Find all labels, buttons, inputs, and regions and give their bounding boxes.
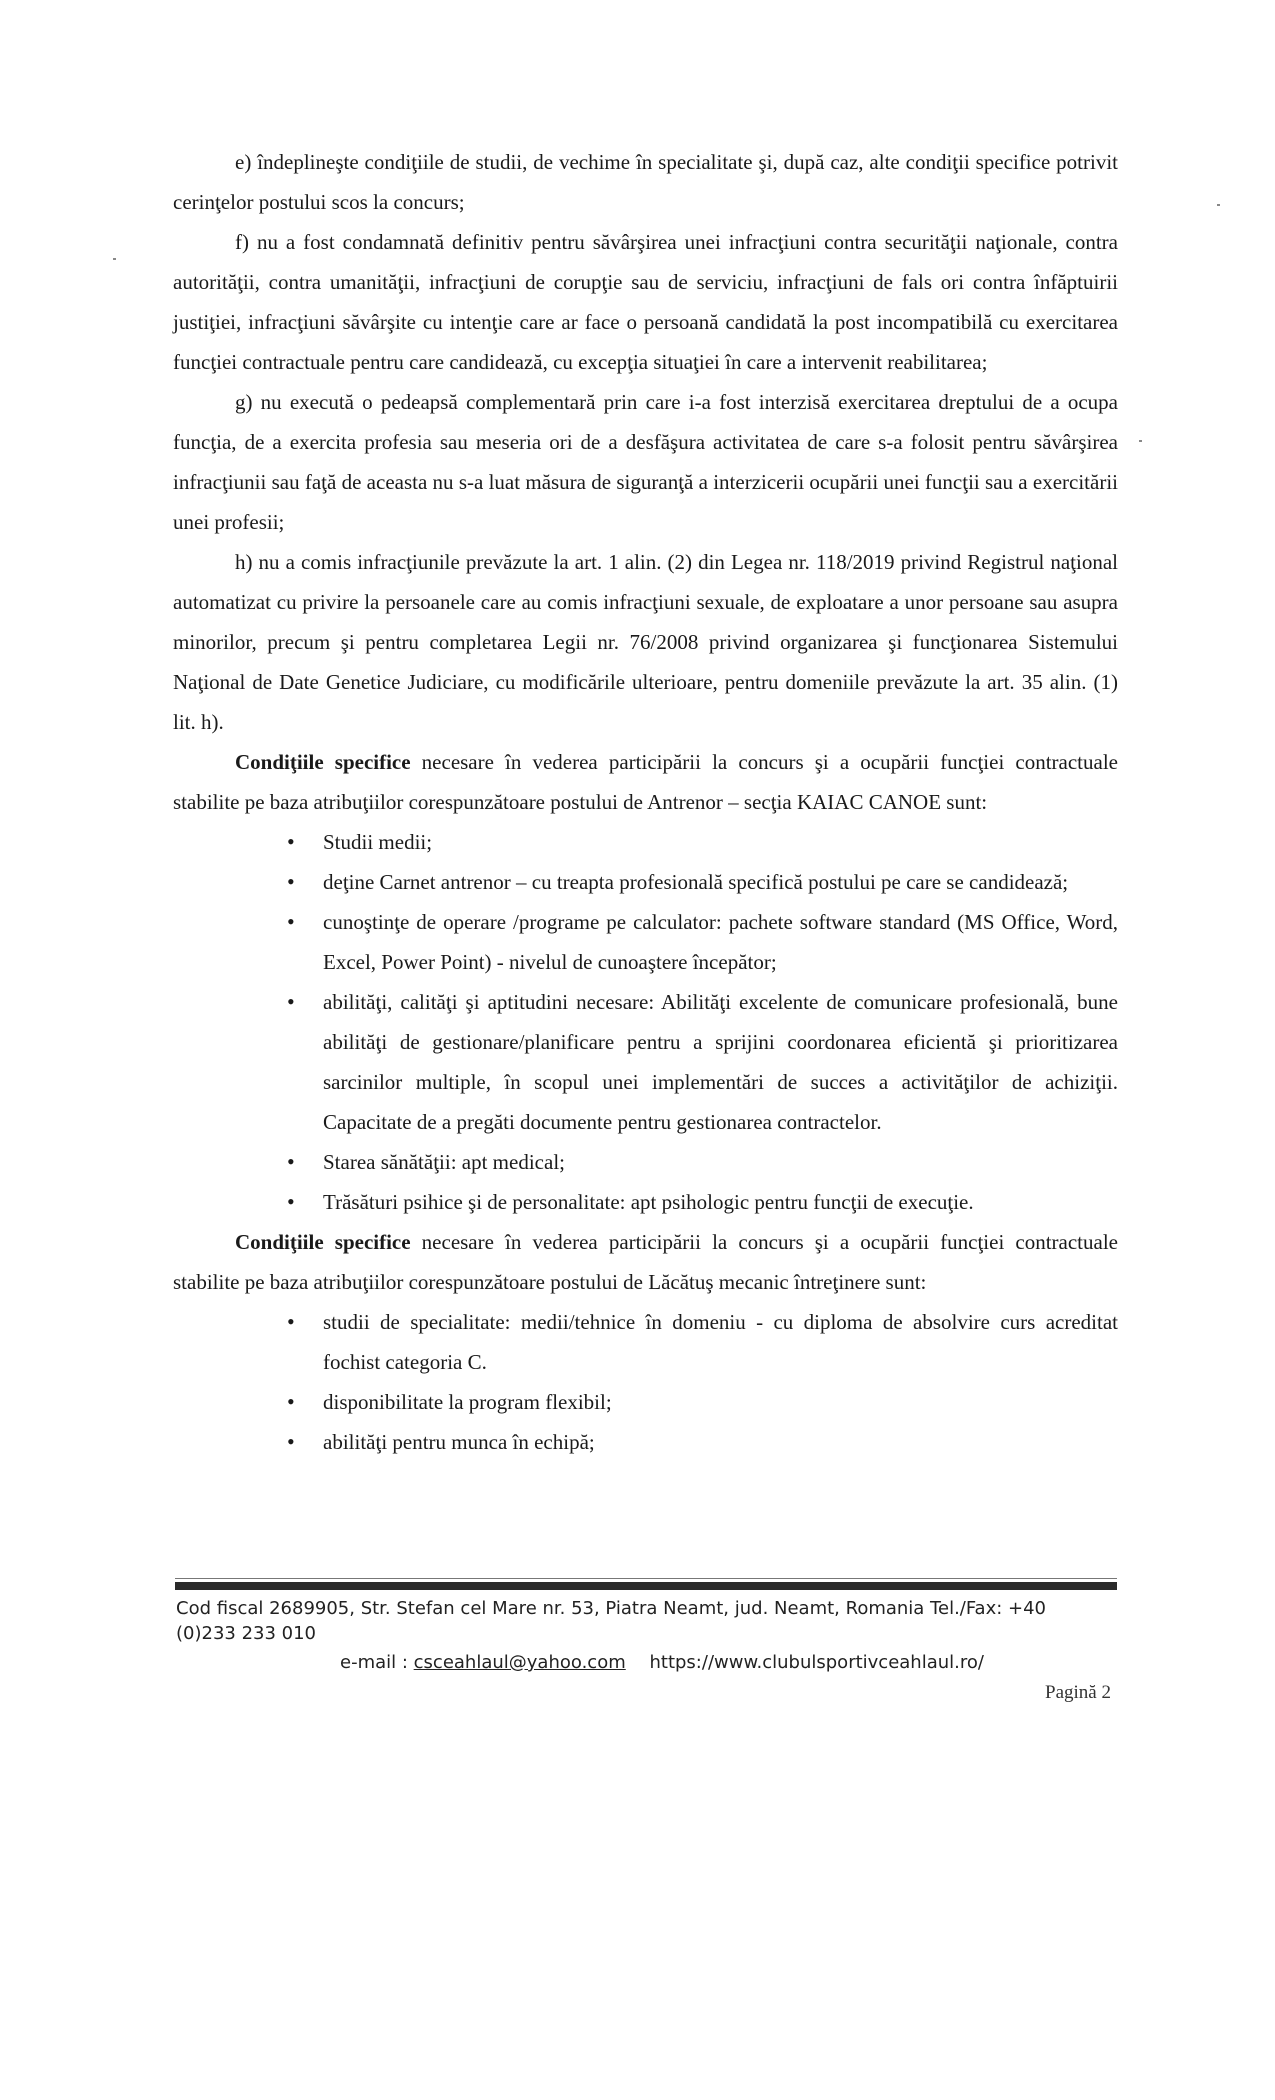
paragraph-g: g) nu execută o pedeapsă complementară prin care i-a fost interzisă exercitarea dreptului de a ocupa funcţia, de a exercita profesia sau meseria ori de a desfăşura activitatea de care s-a folosit pentru săvârşirea infracţiunii sau faţă de aceasta nu s-a luat măsura de siguranţă a interzicerii ocupării unei funcţii sau a exercitării unei profesii; <box>173 390 1118 534</box>
section-lacatus-bold-lead: Condiţiile specifice <box>235 1230 411 1254</box>
list-item: • deţine Carnet antrenor – cu treapta profesională specifică postului pe care se candidează; <box>323 862 1118 902</box>
list-item: • Starea sănătăţii: apt medical; <box>323 1142 1118 1182</box>
list-item: • Studii medii; <box>323 822 1118 862</box>
footer-address: Cod fiscal 2689905, Str. Stefan cel Mare nr. 53, Piatra Neamt, jud. Neamt, Romania Tel./Fax: +40 <box>176 1598 1047 1619</box>
footer-divider-thin <box>175 1578 1117 1579</box>
section-antrenor-intro <box>173 742 1118 822</box>
section-lacatus-list <box>173 1302 1118 1462</box>
paragraph-f: f) nu a fost condamnată definitiv pentru săvârşirea unei infracţiuni contra securităţii naţionale, contra autorităţii, contra umanităţii, infracţiuni de corupţie sau de serviciu, infracţiuni de fals ori contra înfăptuirii justiţiei, infracţiuni săvârşite cu intenţie care ar face o persoană candidată la post incompatibilă cu exercitarea funcţiei contractuale pentru care candidează, cu excepţia situaţiei în care a intervenit reabilitarea; <box>173 230 1118 374</box>
section-antrenor-bold-lead: Condiţiile specifice <box>235 750 411 774</box>
document-body <box>173 142 1118 1462</box>
email-label: e-mail : <box>340 1652 408 1673</box>
scan-speck <box>113 258 116 260</box>
website-link[interactable]: https://www.clubulsportivceahlaul.ro/ <box>649 1652 984 1673</box>
footer-phone: (0)233 233 010 <box>176 1623 317 1644</box>
section-lacatus-intro <box>173 1222 1118 1302</box>
paragraph-h: h) nu a comis infracţiunile prevăzute la art. 1 alin. (2) din Legea nr. 118/2019 privind Registrul naţional automatizat cu privire la persoanele care au comis infracţiuni sexuale, de exploatare a unor persoane sau asupra minorilor, precum şi pentru completarea Legii nr. 76/2008 privind organizarea şi funcţionarea Sistemului Naţional de Date Genetice Judiciare, cu modificările ulterioare, pentru domeniile prevăzute la art. 35 alin. (1) lit. h). <box>173 550 1118 734</box>
list-item: • abilităţi pentru munca în echipă; <box>323 1422 1118 1462</box>
section-antrenor-text: necesare în vederea participării la concurs şi a ocupării funcţiei contractuale stabilite pe baza atribuţiilor corespunzătoare postului de Antrenor – secţia KAIAC CANOE sunt: <box>173 750 1118 814</box>
paragraph-e: e) îndeplineşte condiţiile de studii, de vechime în specialitate şi, după caz, alte condiţii specifice potrivit cerinţelor postului scos la concurs; <box>173 150 1118 214</box>
footer-divider <box>175 1582 1117 1590</box>
email-link[interactable]: csceahlaul@yahoo.com <box>413 1652 626 1673</box>
list-item: • cunoştinţe de operare /programe pe calculator: pachete software standard (MS Office, Word, Excel, Power Point) - nivelul de cunoaştere începător; <box>323 902 1118 982</box>
list-item: • Trăsături psihice şi de personalitate: apt psihologic pentru funcţii de execuţie. <box>323 1182 1118 1222</box>
page-number: Pagină 2 <box>1045 1682 1111 1703</box>
section-antrenor-list <box>173 822 1118 1222</box>
footer <box>176 1596 1136 1675</box>
list-item: • studii de specialitate: medii/tehnice în domeniu - cu diploma de absolvire curs acreditat fochist categoria C. <box>323 1302 1118 1382</box>
list-item: • abilităţi, calităţi şi aptitudini necesare: Abilităţi excelente de comunicare profesională, bune abilităţi de gestionare/planificare pentru a sprijini coordonarea eficientă şi prioritizarea sarcinilor multiple, în scopul unei implementări de succes a activităţilor de achiziţii. Capacitate de a pregăti documente pentru gestionarea contractelor. <box>323 982 1118 1142</box>
footer-contacts <box>176 1650 1136 1675</box>
section-lacatus-text: necesare în vederea participării la concurs şi a ocupării funcţiei contractuale stabilite pe baza atribuţiilor corespunzătoare postului de Lăcătuş mecanic întreţinere sunt: <box>173 1230 1118 1294</box>
scan-speck <box>1139 440 1142 442</box>
list-item: • disponibilitate la program flexibil; <box>323 1382 1118 1422</box>
scan-speck <box>1217 204 1220 206</box>
